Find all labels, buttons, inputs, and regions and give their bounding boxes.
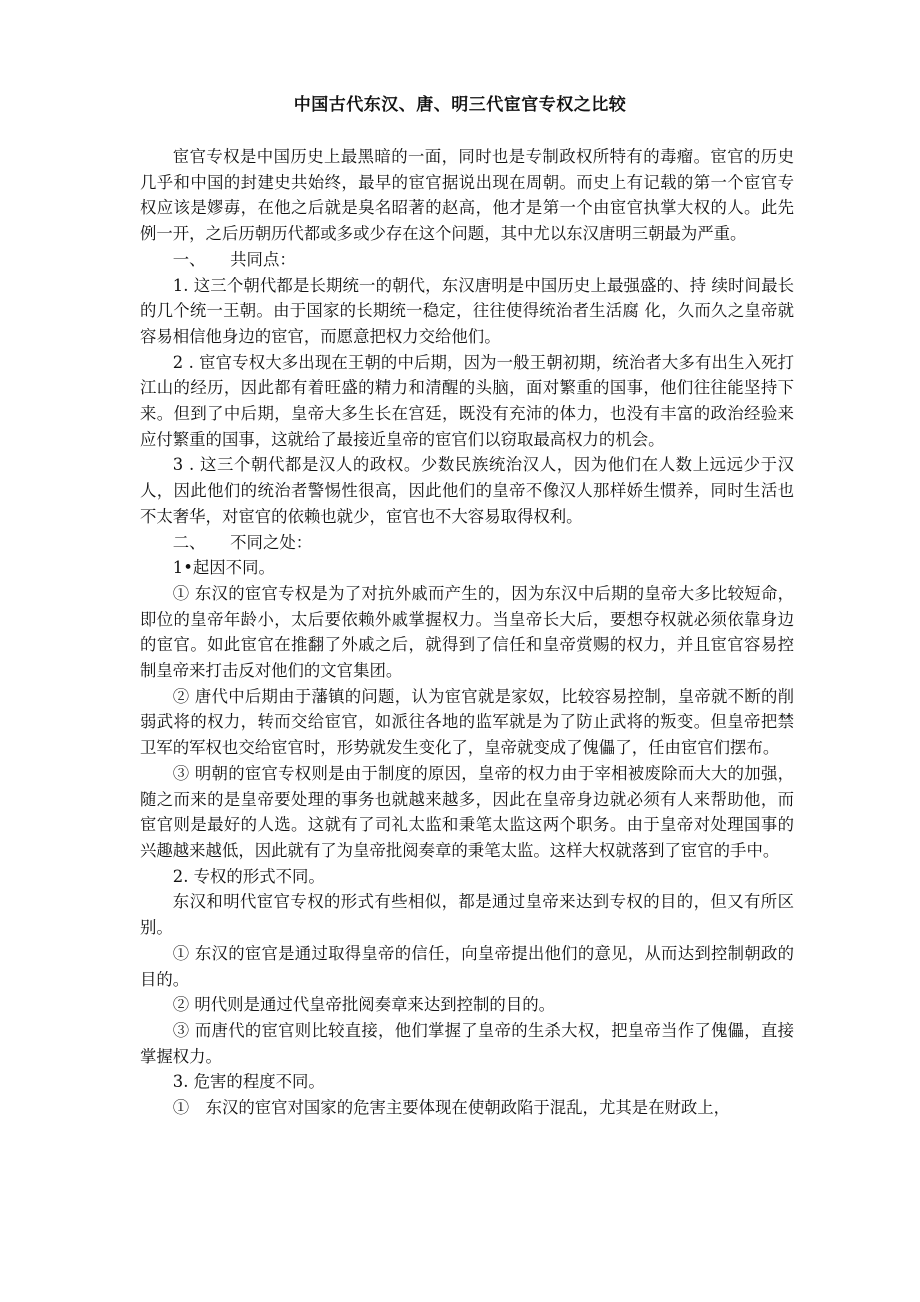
similarity-paragraph-2: 2 . 宦官专权大多出现在王朝的中后期，因为一般王朝初期，统治者大多有出生入死打江山的经历，因此都有着旺盛的精力和清醒的头脑，面对繁重的国事，他们往往能坚持下来。但到了中后期，皇帝大多生长在宫廷，既没有充沛的体力，也没有丰富的政治经验来应付繁重的国事，这就给了最接近皇帝的宦官们以窃取最高权力的机会。	[140, 352, 794, 449]
cause-paragraph-tang: ② 唐代中后期由于藩镇的问题，认为宦官就是家奴，比较容易控制，皇帝就不断的削弱武将的权力，转而交给宦官，如派往各地的监军就是为了防止武将的叛变。但皇帝把禁卫军的军权也交给宦官时，形势就发生变化了，皇帝就变成了傀儡了，任由宦官们摆布。	[140, 686, 794, 758]
subheading-forms: 2. 专权的形式不同。	[172, 866, 325, 886]
cause-paragraph-eastern-han: ① 东汉的宦官专权是为了对抗外戚而产生的，因为东汉中后期的皇帝大多比较短命，即位的皇帝年龄小，太后要依赖外戚掌握权力。当皇帝长大后，要想夺权就必须依靠身边的宦官。如此宦官在推翻了外戚之后，就得到了信任和皇帝赏赐的权力，并且宦官容易控制皇帝来打击反对他们的文官集团。	[140, 583, 794, 681]
section-heading-differences: 二、 不同之处：	[172, 532, 313, 552]
similarity-paragraph-3: 3 . 这三个朝代都是汉人的政权。少数民族统治汉人，因为他们在人数上远远少于汉人，因此他们的统治者警惕性很高，因此他们的皇帝不像汉人那样娇生惯养，同时生活也不太奢华，对宦官的依赖也就少，宦官也不大容易取得权利。	[140, 455, 794, 526]
document-body	[140, 144, 794, 1121]
similarity-paragraph-1: 1. 这三个朝代都是长期统一的朝代，东汉唐明是中国历史上最强盛的、持 续时间最长的几个统一王朝。由于国家的长期统一稳定，往往使得统治者生活腐 化，久而久之皇帝就容易相信他身边的宦官，而愿意把权力交给他们。	[140, 275, 794, 346]
harm-paragraph-eastern-han: ① 东汉的宦官对国家的危害主要体现在使朝政陷于混乱，尤其是在财政上，	[172, 1098, 731, 1118]
form-paragraph-tang: ③ 而唐代的宦官则比较直接，他们掌握了皇帝的生杀大权，把皇帝当作了傀儡，直接掌握权力。	[140, 1020, 794, 1066]
subheading-harm: 3. 危害的程度不同。	[172, 1072, 325, 1092]
form-paragraph-ming: ② 明代则是通过代皇帝批阅奏章来达到控制的目的。	[172, 995, 555, 1015]
section-heading-similarities: 一、 共同点：	[172, 249, 296, 269]
forms-intro-paragraph: 东汉和明代宦官专权的形式有些相似，都是通过皇帝来达到专权的目的，但又有所区别。	[140, 892, 794, 938]
subheading-causes: 1•起因不同。	[172, 558, 275, 578]
cause-paragraph-ming: ③ 明朝的宦官专权则是由于制度的原因，皇帝的权力由于宰相被废除而大大的加强，随之而来的是皇帝要处理的事务也就越来越多，因此在皇帝身边就必须有人来帮助他，而宦官则是最好的人选。这就有了司礼太监和秉笔太监这两个职务。由于皇帝对处理国事的兴趣越来越低，因此就有了为皇帝批阅奏章的秉笔太监。这样大权就落到了宦官的手中。	[140, 763, 794, 860]
intro-paragraph: 宦官专权是中国历史上最黑暗的一面，同时也是专制政权所特有的毒瘤。宦官的历史几乎和中国的封建史共始终，最早的宦官据说出现在周朝。而史上有记载的第一个宦官专权应该是嫪毐，在他之后就是臭名昭著的赵高，他才是第一个由宦官执掌大权的人。此先例一开，之后历朝历代都或多或少存在这个问题，其中尤以东汉唐明三朝最为严重。	[140, 147, 794, 244]
form-paragraph-eastern-han: ① 东汉的宦官是通过取得皇帝的信任，向皇帝提出他们的意见，从而达到控制朝政的目的。	[140, 943, 794, 989]
document-title: 中国古代东汉、唐、明三代宦官专权之比较	[293, 95, 627, 115]
